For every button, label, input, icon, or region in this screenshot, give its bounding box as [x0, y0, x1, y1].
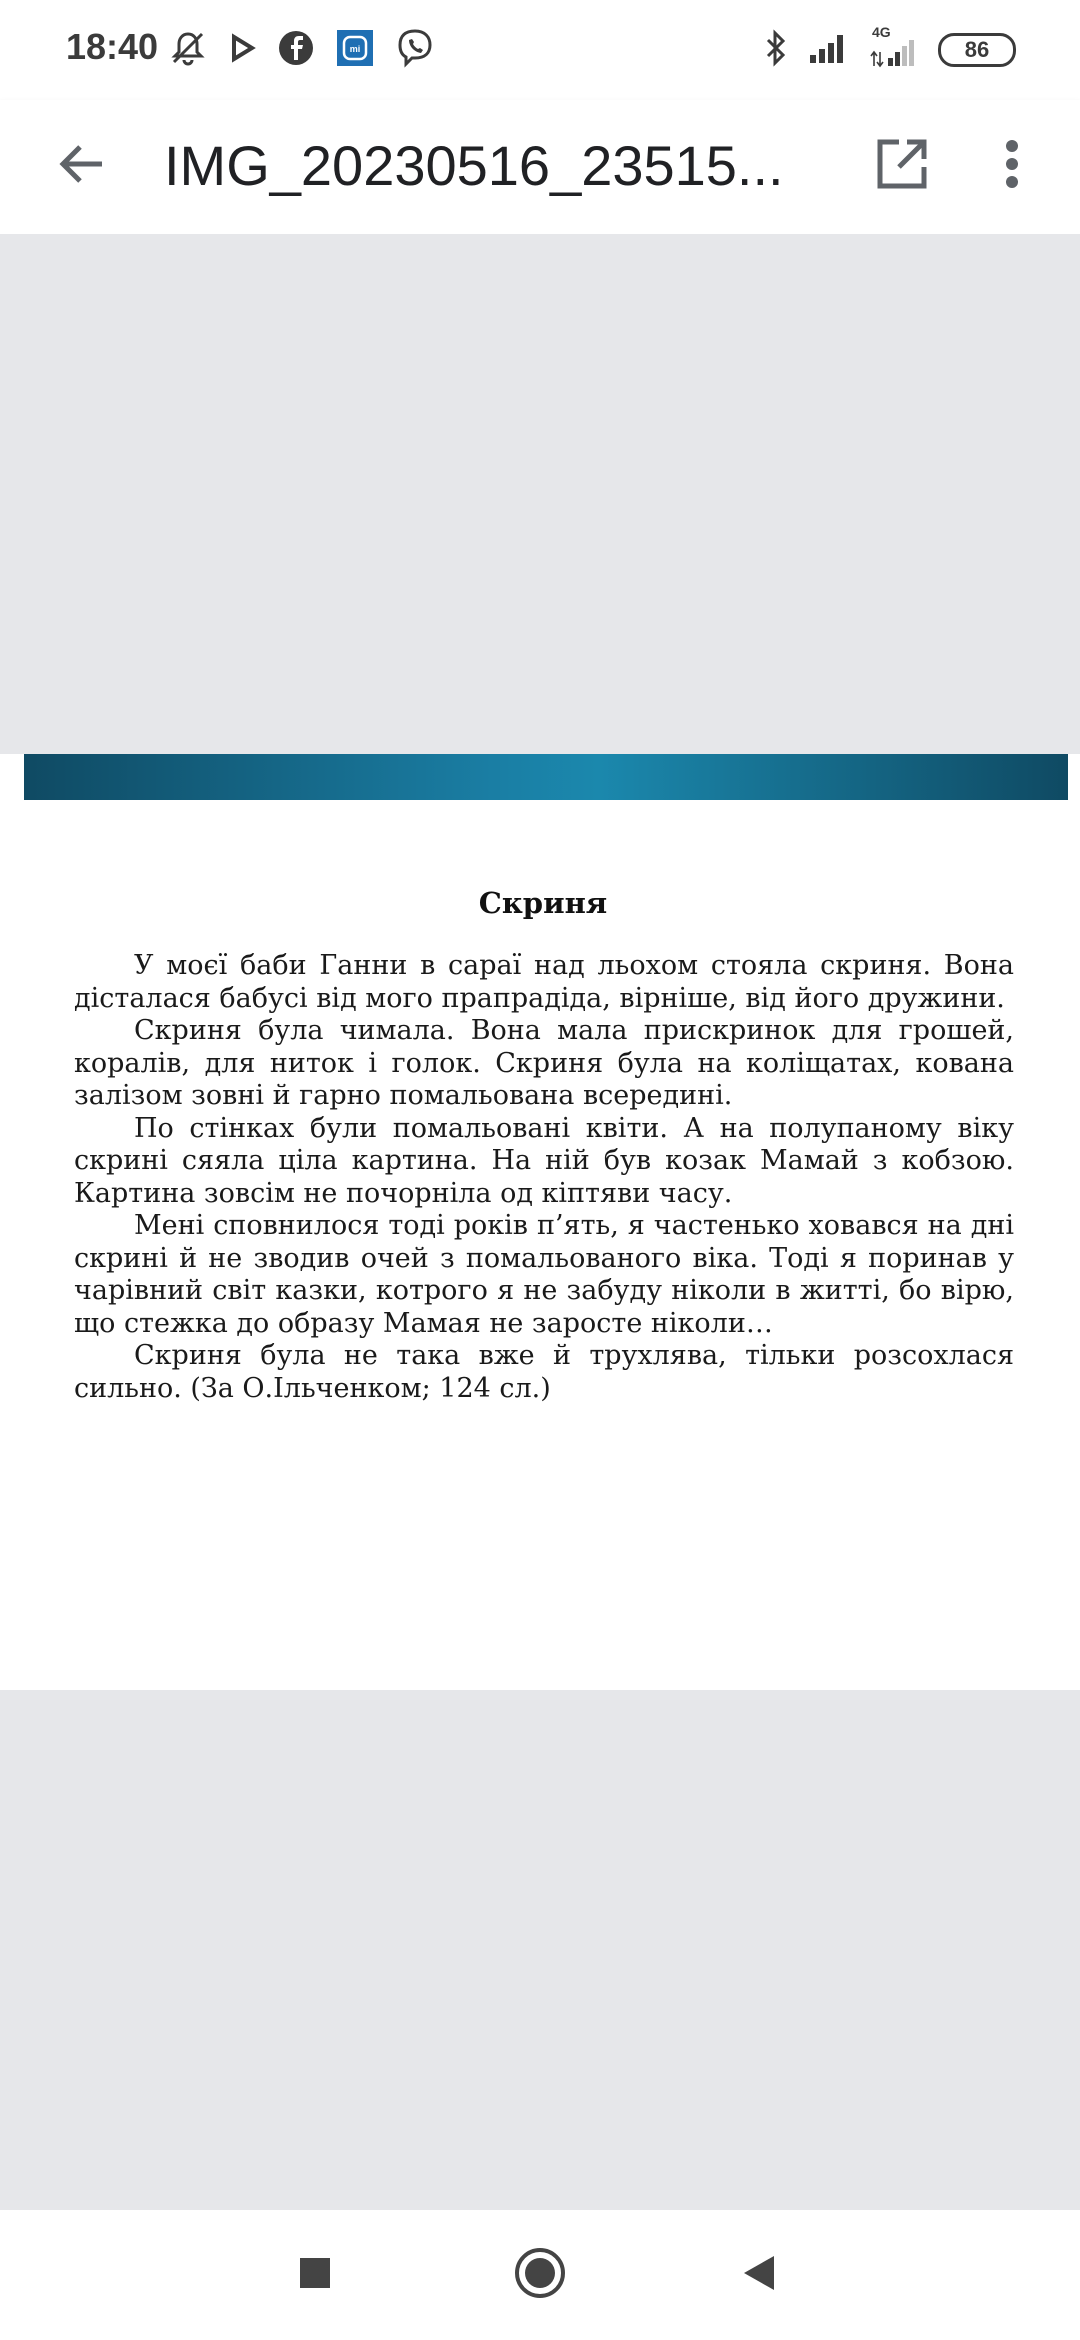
- recents-button[interactable]: [280, 2240, 350, 2310]
- document-paragraph: Скриня була не така вже й трухлява, тільки розсохлася сильно. (За О.Ільченком; 124 сл.): [74, 1340, 1014, 1404]
- open-with-button[interactable]: [862, 126, 942, 206]
- network-type-label: 4G: [872, 24, 891, 40]
- document-image: [0, 754, 1080, 1690]
- signal-icon: [808, 31, 850, 70]
- facebook-icon: [278, 30, 314, 71]
- document-paragraph: По стінках були помальовані квіти. А на полупаному віку скрині сяяла ціла картина. На ній був козак Мамай з кобзою. Картина зовсім не почорніла од кіптяви часу.: [74, 1112, 1014, 1209]
- back-arrow-icon: [56, 138, 108, 195]
- svg-text:mi: mi: [349, 43, 361, 54]
- battery-indicator: 86: [938, 33, 1016, 67]
- open-external-icon: [875, 137, 929, 196]
- bluetooth-icon: [764, 29, 788, 72]
- document-body: [74, 950, 1014, 1405]
- document-paragraph: У моєї баби Ганни в сараї над льохом стояла скриня. Вона дісталася бабусі від мого прапрадіда, вірніше, від його дружини.: [74, 950, 1014, 1014]
- recents-square-icon: [298, 2256, 332, 2295]
- mi-app-icon: [336, 29, 374, 72]
- muted-bell-icon: [168, 28, 208, 73]
- document-paragraph: Мені сповнилося тоді років п’ять, я частенько ховався на дні скрині й не зводив очей з помальованого віка. Тоді я поринав у чарівний світ казки, котрого я не забуду ніколи в житті, бо вірю, що стежка до образу Мамая не заросте ніколи…: [74, 1210, 1014, 1339]
- back-nav-button[interactable]: [725, 2240, 795, 2310]
- navigation-bar: [0, 2210, 1080, 2340]
- more-options-button[interactable]: [982, 126, 1042, 206]
- document-header-banner: [24, 754, 1068, 800]
- file-title: IMG_20230516_23515...: [164, 134, 784, 197]
- app-bar: [0, 100, 1080, 234]
- status-bar: [0, 0, 1080, 100]
- notification-icons: [168, 28, 434, 72]
- back-triangle-icon: [740, 2253, 780, 2298]
- status-time: 18:40: [66, 26, 159, 67]
- more-vert-icon: [1005, 139, 1019, 194]
- home-circle-icon: [513, 2246, 567, 2305]
- system-icons: [764, 26, 1016, 74]
- image-viewer[interactable]: [0, 234, 1080, 2210]
- document-paragraph: Скриня була чимала. Вона мала прискринок для грошей, коралів, для ниток і голок. Скриня була на коліщатах, кована залізом зовні й гарно помальована всередині.: [74, 1015, 1014, 1111]
- viber-icon: [396, 28, 434, 73]
- home-button[interactable]: [505, 2240, 575, 2310]
- signal-4g-icon: [870, 24, 918, 70]
- document-title: Скриня: [478, 886, 608, 920]
- play-arrow-icon: [230, 33, 256, 68]
- back-button[interactable]: [44, 128, 120, 204]
